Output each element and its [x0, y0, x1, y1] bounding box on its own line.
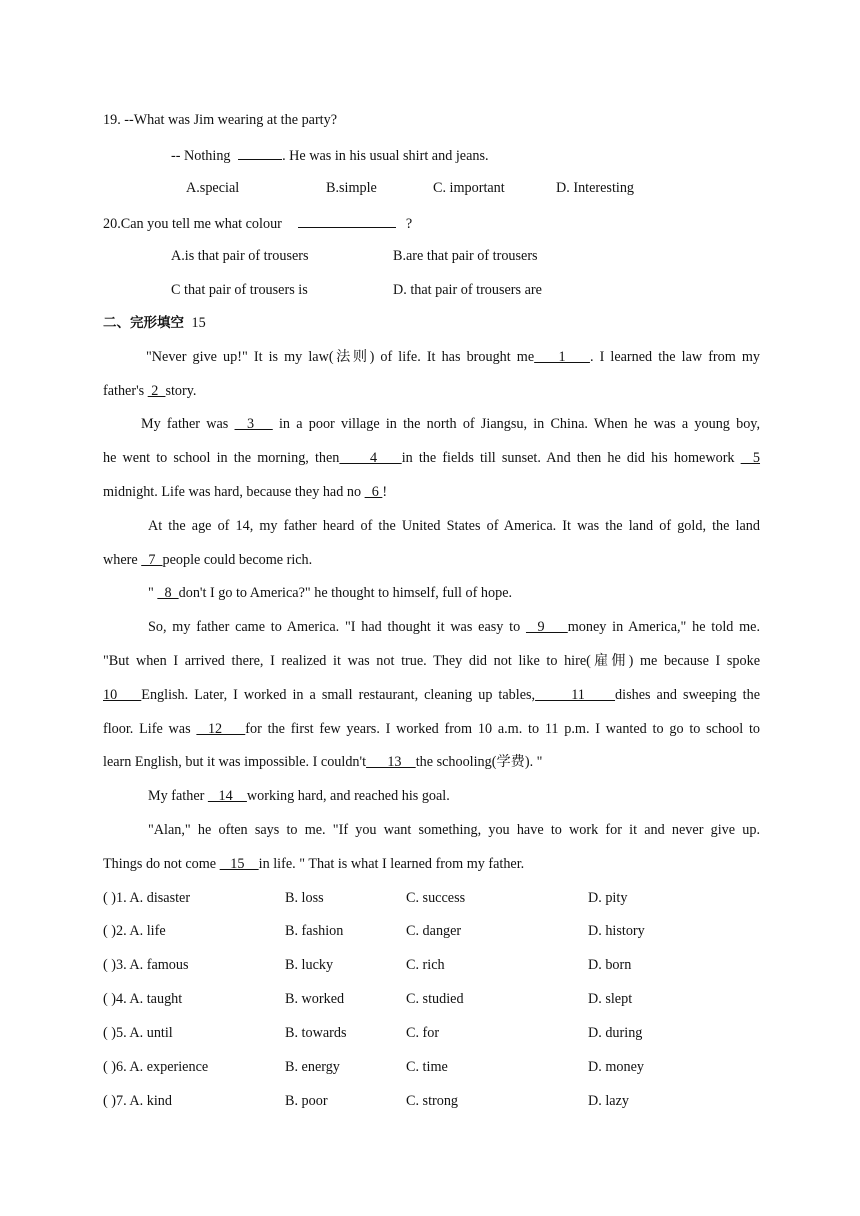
passage-text: Things do not come [103, 856, 220, 872]
passage-line-4 [103, 449, 760, 467]
passage-line-16 [103, 855, 524, 873]
blank-15[interactable]: 15 [219, 856, 259, 872]
blank-4[interactable]: 4 [339, 450, 402, 466]
choice-option-b: B. fashion [285, 923, 344, 939]
passage-text: . I learned the law from my [589, 349, 760, 365]
passage-text: ) me because I spoke [628, 653, 760, 669]
choice-option-a[interactable]: ( )4. A. taught [103, 991, 183, 1007]
passage-text: So, my father came to America. "I had thought it was easy to [148, 619, 526, 635]
passage-text: for the first few years. I worked from 10 a.m. to 11 p.m. I wanted to go to school to [245, 721, 760, 737]
passage-text: My father was [141, 416, 235, 432]
blank-11[interactable]: 11 [535, 687, 616, 703]
q20-option-b: B.are that pair of trousers [393, 248, 538, 264]
passage-text: where [103, 552, 142, 568]
choice-option-a[interactable]: ( )7. A. kind [103, 1093, 172, 1109]
blank-8[interactable]: 8 [157, 585, 179, 601]
q19-option-b: B.simple [326, 180, 377, 196]
choice-option-d: D. history [588, 923, 645, 939]
choice-option-b: B. towards [285, 1025, 347, 1041]
passage-line-15: "Alan," he often says to me. "If you want something, you have to work for it and never give up. [148, 822, 760, 838]
passage-line-2 [103, 382, 196, 400]
choice-option-b: B. energy [285, 1059, 340, 1075]
choice-option-c: C. success [406, 890, 466, 906]
section-heading [103, 314, 206, 332]
passage-text: floor. Life was [103, 721, 197, 737]
passage-line-8 [148, 584, 512, 602]
passage-line-12 [103, 720, 760, 738]
passage-text: dishes and sweeping the [615, 687, 760, 703]
choice-option-c: C. strong [406, 1093, 459, 1109]
passage-text: working hard, and reached his goal. [246, 788, 450, 804]
blank-9[interactable]: 9 [525, 619, 568, 635]
blank-10[interactable]: 10 [103, 687, 142, 703]
passage-cjk: 法则 [333, 349, 370, 365]
choice-option-d: D. during [588, 1025, 643, 1041]
passage-text: in the fields till sunset. And then he did his homework [401, 450, 741, 466]
blank-2[interactable]: 2 [147, 383, 166, 399]
section-title: 二、完形填空 [103, 315, 184, 331]
choice-option-b: B. worked [285, 991, 345, 1007]
choice-option-c: C. time [406, 1059, 448, 1075]
passage-line-13 [103, 753, 542, 771]
passage-line-10 [103, 652, 760, 670]
blank-5[interactable]: 5 [740, 450, 761, 466]
q19-answer-post: . He was in his usual shirt and jeans. [282, 148, 489, 164]
q20-blank[interactable] [298, 213, 396, 228]
blank-14[interactable]: 14 [207, 788, 247, 804]
q19-option-d: D. Interesting [556, 180, 635, 196]
passage-text: story. [165, 383, 197, 399]
passage-text: learn English, but it was impossible. I couldn't [103, 754, 367, 770]
choice-option-b: B. poor [285, 1093, 328, 1109]
passage-line-1 [146, 348, 760, 366]
q19-option-a: A.special [186, 180, 240, 196]
choice-option-d: D. lazy [588, 1093, 629, 1109]
choice-option-c: C. rich [406, 957, 445, 973]
q19-stem: 19. --What was Jim wearing at the party? [103, 112, 338, 128]
choice-option-a[interactable]: ( )5. A. until [103, 1025, 173, 1041]
choice-option-c: C. studied [406, 991, 464, 1007]
choice-option-d: D. born [588, 957, 632, 973]
passage-text: don't I go to America?" he thought to himself, full of hope. [178, 585, 513, 601]
passage-line-5 [103, 483, 387, 501]
passage-text: midnight. Life was hard, because they had no [103, 484, 365, 500]
choice-option-b: B. lucky [285, 957, 334, 973]
q19-blank[interactable] [238, 145, 282, 160]
passage-line-6: At the age of 14, my father heard of the United States of America. It was the land of gold, the land [148, 518, 760, 534]
q20-option-d: D. that pair of trousers are [393, 282, 542, 298]
passage-text: ) of life. It has brought me [369, 349, 535, 365]
passage-cjk: 雇佣 [590, 653, 629, 669]
passage-text: English. Later, I worked in a small restaurant, cleaning up tables, [141, 687, 536, 703]
choice-option-a[interactable]: ( )6. A. experience [103, 1059, 209, 1075]
passage-text: "Never give up!" It is my law( [146, 349, 334, 365]
passage-text: he went to school in the morning, then [103, 450, 340, 466]
choice-option-a[interactable]: ( )3. A. famous [103, 957, 189, 973]
choice-option-d: D. pity [588, 890, 628, 906]
passage-line-3 [141, 415, 760, 433]
section-score: 15 [191, 315, 206, 331]
q20-stem-post: ? [405, 216, 413, 232]
passage-text: My father [148, 788, 208, 804]
passage-text: in a poor village in the north of Jiangsu, in China. When he was a young boy, [272, 416, 761, 432]
blank-1[interactable]: 1 [534, 349, 590, 365]
q19-answer-pre: -- Nothing [171, 148, 235, 164]
passage-line-7 [103, 551, 312, 569]
passage-cjk: 学费 [496, 754, 525, 770]
passage-text: ! [382, 484, 388, 500]
choice-option-c: C. for [406, 1025, 440, 1041]
passage-text: father's [103, 383, 148, 399]
passage-text: people could become rich. [162, 552, 313, 568]
passage-text: "But when I arrived there, I realized it was not true. They did not like to hire( [103, 653, 591, 669]
q20-option-c: C that pair of trousers is [171, 282, 308, 298]
choice-option-c: C. danger [406, 923, 462, 939]
passage-text: money in America," he told me. [567, 619, 761, 635]
choice-option-d: D. money [588, 1059, 644, 1075]
blank-6[interactable]: 6 [364, 484, 383, 500]
passage-text: ). " [524, 754, 543, 770]
blank-13[interactable]: 13 [366, 754, 416, 770]
q19-option-c: C. important [433, 180, 505, 196]
choice-option-a[interactable]: ( )2. A. life [103, 923, 166, 939]
passage-line-9 [148, 618, 760, 636]
choice-option-b: B. loss [285, 890, 324, 906]
q20-option-a: A.is that pair of trousers [171, 248, 309, 264]
q20-stem-pre: 20.Can you tell me what colour [103, 216, 282, 232]
q20-stem [103, 213, 412, 233]
choice-option-d: D. slept [588, 991, 633, 1007]
choice-option-a[interactable]: ( )1. A. disaster [103, 890, 191, 906]
blank-3[interactable]: 3 [234, 416, 273, 432]
blank-7[interactable]: 7 [141, 552, 163, 568]
blank-12[interactable]: 12 [196, 721, 246, 737]
passage-line-11 [103, 686, 760, 704]
q19-answer-line [171, 145, 489, 165]
passage-text: " [148, 585, 158, 601]
passage-line-14 [148, 787, 450, 805]
passage-text: the schooling( [415, 754, 497, 770]
passage-text: in life. " That is what I learned from my father. [258, 856, 525, 872]
